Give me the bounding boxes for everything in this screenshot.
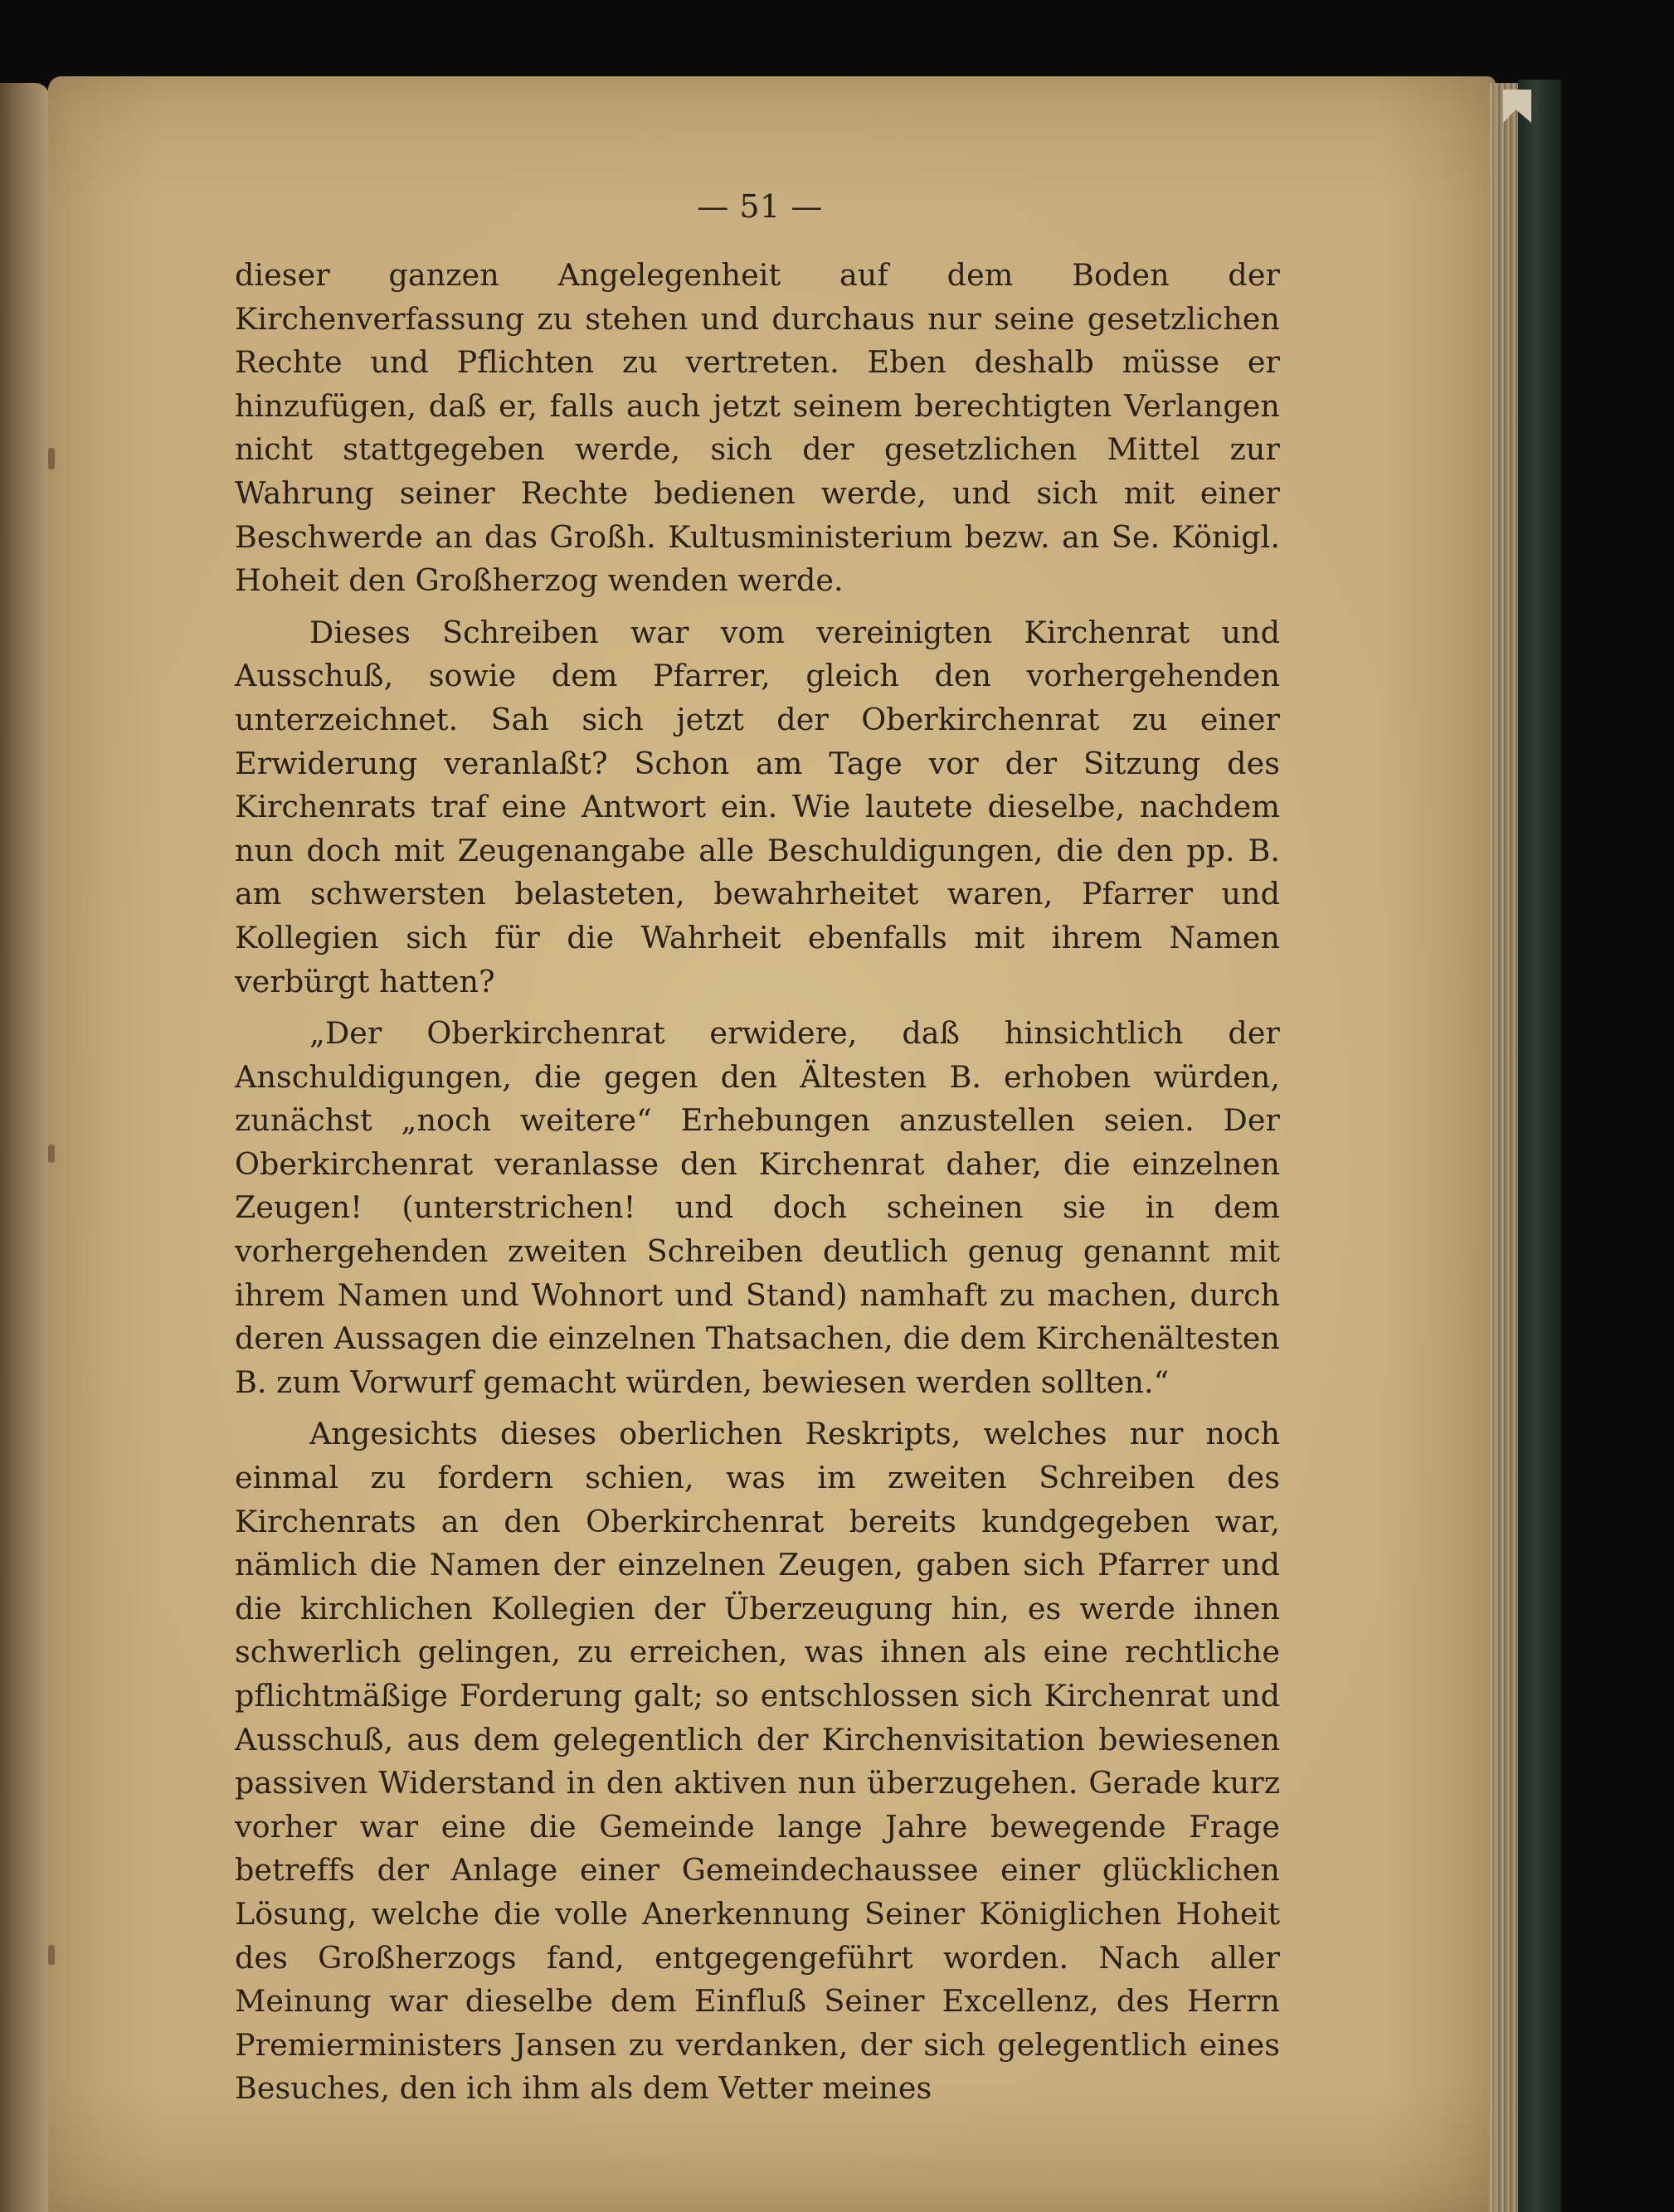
page-stack-edge: [1489, 83, 1521, 2212]
page-number: — 51 —: [697, 188, 823, 225]
page-edge-mark: [48, 448, 55, 469]
paragraph-2: Dieses Schreiben war vom vereinigten Kirchenrat und Ausschuß, sowie dem Pfarrer, gleich den vorhergehenden unterzeichnet. Sah sich jetzt der Oberkirchenrat zu einer Erwiderung veranlaßt? Schon am Tage vor der Sitzung des Kirchenrats traf eine Antwort ein. Wie lautete dieselbe, nachdem nun doch mit Zeugenangabe alle Beschuldigungen, die den pp. B. am schwersten belasteten, bewahrheitet waren, Pfarrer und Kollegien sich für die Wahrheit ebenfalls mit ihrem Namen verbürgt hatten?: [235, 614, 1280, 999]
page-edge-mark: [48, 1145, 55, 1163]
paragraph-4: Angesichts dieses oberlichen Reskripts, welches nur noch einmal zu fordern schien, was im zweiten Schreiben des Kirchenrats an den Oberkirchenrat bereits kundgegeben war, nämlich die Namen der einzelnen Zeugen, gaben sich Pfarrer und die kirchlichen Kollegien der Überzeugung hin, es werde ihnen schwerlich gelingen, zu erreichen, was ihnen als eine rechtliche pflichtmäßige Forderung galt; so entschlossen sich Kirchenrat und Ausschuß, aus dem gelegentlich der Kirchenvisitation bewiesenen passiven Widerstand in den aktiven nun überzugehen. Gerade kurz vorher war eine die Gemeinde lange Jahre bewegende Frage betreffs der Anlage einer Gemeindechaussee einer glücklichen Lösung, welche die volle Anerkennung Seiner Königlichen Hoheit des Großherzogs fand, entgegengeführt worden. Nach aller Meinung war dieselbe dem Einfluß Seiner Excellenz, des Herrn Premierministers Jansen zu verdanken, der sich gelegentlich eines Besuches, den ich ihm als dem Vetter meines: [235, 1416, 1280, 2107]
paragraph-3: „Der Oberkirchenrat erwidere, daß hinsichtlich der Anschuldigungen, die gegen den Ältesten B. erhoben würden, zunächst „noch weitere“ Erhebungen anzustellen seien. Der Oberkirchenrat veranlasse den Kirchenrat daher, die einzelnen Zeugen! (unterstrichen! und doch scheinen sie in dem vorhergehenden zweiten Schreiben deutlich genug genannt mit ihrem Namen und Wohnort und Stand) namhaft zu machen, durch deren Aussagen die einzelnen Thatsachen, die dem Kirchenältesten B. zum Vorwurf gemacht würden, bewiesen werden sollten.“: [235, 1015, 1280, 1400]
book-cover-edge: [1518, 80, 1561, 2212]
previous-page-edge: [0, 83, 50, 2212]
page-content: [235, 188, 1280, 2111]
page-edge-mark: [48, 1945, 55, 1965]
paragraph-1: dieser ganzen Angelegenheit auf dem Boden der Kirchenverfassung zu stehen und durchaus nur seine gesetzlichen Rechte und Pflichten zu vertreten. Eben deshalb müsse er hinzufügen, daß er, falls auch jetzt seinem berechtigten Verlangen nicht stattgegeben werde, sich der gesetzlichen Mittel zur Wahrung seiner Rechte bedienen werde, und sich mit einer Beschwerde an das Großh. Kultusministerium bezw. an Se. Königl. Hoheit den Großherzog wenden werde.: [235, 257, 1280, 599]
